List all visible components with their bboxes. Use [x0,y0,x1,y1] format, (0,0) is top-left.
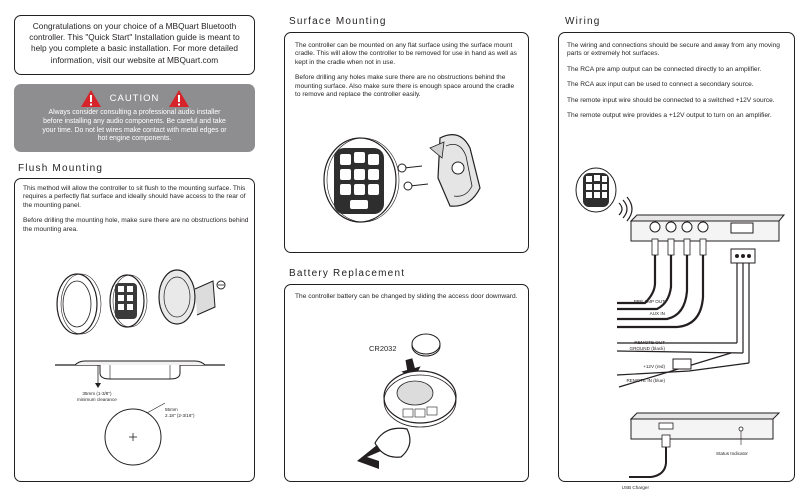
wiring-paragraph-3: The RCA aux input can be used to connect a secondary source. [567,81,754,89]
flush-box [14,178,255,482]
surface-paragraph-1: The controller can be mounted on any flat surface using the surface mount cradle. This will allow the controller to be removed for use in hand as well as kept in the cradle when not in use. [295,42,517,66]
wiring-heading: Wiring [565,16,601,27]
caution-panel [14,84,255,152]
intro-line: help you complete a basic installation. For more detailed [30,43,239,54]
status-indicator-label: Status Indicator [716,451,748,456]
surface-heading: Surface Mounting [289,16,387,27]
aux-in-label: AUX IN [649,311,665,316]
remote-out-label: REMOTE OUT [634,340,665,345]
clearance-label-2: minimum clearance [77,396,117,402]
caution-line: your time. Do not let wires make contact with metal edges or [42,126,227,134]
wiring-paragraph-2: The RCA pre amp output can be connected directly to an amplifier. [567,65,762,73]
flush-paragraph-1: This method will allow the controller to sit flush to the mounting surface. This requires a perfectly flat surface and ideally should have access to the rear of the mounting panel. [23,185,246,209]
flush-heading: Flush Mounting [18,163,104,174]
caution-line: Always consider consulting a professional audio installer [48,109,221,116]
flush-mount-illustration [45,259,235,339]
caution-line: hot engine components. [97,135,172,143]
battery-box [284,284,529,482]
battery-cell-label: CR2032 [369,344,397,353]
usb-charger-label: USB Charger [621,485,649,490]
battery-paragraph: The controller battery can be changed by sliding the access door downward. [295,293,518,300]
surface-paragraph-2: Before drilling any holes make sure there are no obstructions behind the mounting surface. Also make sure there is enough space around the cradle to remove and replace the controller easily. [295,74,515,99]
mounting-hole-template [103,407,163,467]
hole-size-label-2: 2.18" (2-3/16") [165,412,195,418]
wiring-paragraph-5: The remote output wire provides a +12V output to turn on an amplifier. [567,112,772,120]
wiring-paragraph-1: The wiring and connections should be secure and away from any moving parts or extremely hot surfaces. [567,42,780,58]
caution-line: before installing any audio components. Be careful and take [43,117,226,125]
wiring-paragraph-4: The remote input wire should be connected to a switched +12V source. [567,96,775,104]
flush-side-view [55,359,225,389]
surface-box [284,32,529,253]
warning-right-icon [168,89,190,108]
wiring-diagram [559,163,794,478]
plus12v-label: +12V (red) [643,364,665,369]
flush-paragraph-2: Before drilling the mounting hole, make sure there are no obstructions behind the mounting area. [23,217,249,233]
battery-replacement-illustration [345,335,495,475]
clearance-label: 35mm (1-3/8") [82,391,112,396]
hole-size-label: 55mm [165,407,178,412]
caution-title: CAUTION [109,93,160,104]
wiring-box [558,32,795,490]
surface-mount-illustration [320,128,510,243]
pre-amp-out-label: PRE AMP OUT [633,299,665,304]
ground-label: GROUND (black) [629,346,665,351]
intro-line: information, visit our website at MBQuart.com [50,54,219,65]
intro-line: Congratulations on your choice of a MBQuart Bluetooth [32,21,237,31]
battery-heading: Battery Replacement [289,268,406,279]
remote-in-label: REMOTE IN (blue) [626,378,665,383]
intro-box [14,15,255,75]
intro-line: controller. This "Quick Start" Installation guide is meant to [29,32,240,43]
